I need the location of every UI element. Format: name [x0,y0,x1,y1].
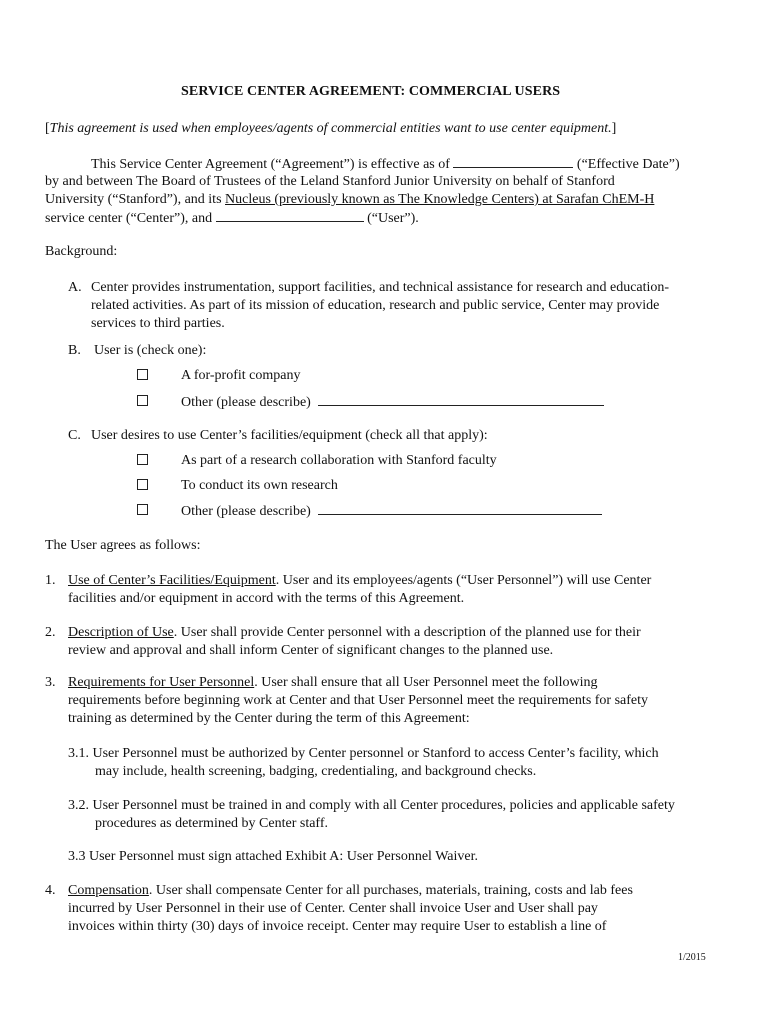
option-c-other: Other (please describe) [181,502,602,521]
b-other-description-blank[interactable] [318,393,604,406]
section-3-1-line-1: 3.1. User Personnel must be authorized by Center personnel or Stanford to access Center’s facility, which [68,746,659,761]
intro-line-2: by and between The Board of Trustees of the Leland Stanford Junior University on behalf of Stanford [45,174,615,189]
section-4-line-3: invoices within thirty (30) days of invoice receipt. Center may require User to establish a line of [68,919,607,934]
section-3-1-line-2: may include, health screening, badging, credentialing, and background checks. [95,764,537,779]
section-3-line-3: training as determined by the Center during the term of this Agreement: [68,711,470,726]
section-1-line-2: facilities and/or equipment in accord with the terms of this Agreement. [68,591,465,606]
section-2-line-2: review and approval and shall inform Center of significant changes to the planned use. [68,643,554,658]
user-name-blank[interactable] [216,209,364,222]
section-3-line-2: requirements before beginning work at Center and that User Personnel meet the requirements for safety [68,693,649,708]
background-a-marker: A. [68,280,82,295]
intro-line-1: This Service Center Agreement (“Agreement”) is effective as of (“Effective Date”) [91,157,680,172]
checkbox-c-other[interactable] [137,504,148,515]
section-3-2-line-1: 3.2. User Personnel must be trained in and comply with all Center procedures, policies and applicable safety [68,798,675,813]
section-4-line-1: Compensation. User shall compensate Center for all purchases, materials, training, costs and lab fees [68,883,633,898]
checkbox-research-collaboration[interactable] [137,454,148,465]
background-b-marker: B. [68,343,81,358]
section-3-3-line-1: 3.3 User Personnel must sign attached Exhibit A: User Personnel Waiver. [68,849,478,864]
section-4-line-2: incurred by User Personnel in their use of Center. Center shall invoice User and User shall pay [68,901,598,916]
section-3-line-1: Requirements for User Personnel. User shall ensure that all User Personnel meet the following [68,675,598,690]
footer-date: 1/2015 [678,952,706,963]
background-heading: Background: [45,244,118,259]
intro-line-3: University (“Stanford”), and its Nucleus (previously known as The Knowledge Centers) at Sarafan ChEM-H [45,192,655,207]
usage-note-close: ] [611,121,617,136]
section-3-title: Requirements for User Personnel [68,675,255,690]
section-2-number: 2. [45,625,56,640]
usage-note [45,120,616,138]
section-1-number: 1. [45,573,56,588]
option-own-research: To conduct its own research [181,478,338,493]
option-for-profit: A for-profit company [181,368,301,383]
nucleus-name: Nucleus (previously known as The Knowledge Centers) at Sarafan ChEM-H [225,192,655,207]
checkbox-own-research[interactable] [137,479,148,490]
usage-note-text: This agreement is used when employees/agents of commercial entities want to use center equipment. [49,121,612,136]
section-1-title: Use of Center’s Facilities/Equipment [68,573,276,588]
background-c-text: User desires to use Center’s facilities/equipment (check all that apply): [91,428,488,443]
document-title: SERVICE CENTER AGREEMENT: COMMERCIAL USERS [181,84,561,99]
background-b-text: User is (check one): [94,343,207,358]
option-b-other: Other (please describe) [181,393,604,412]
usage-note-open: [ [45,121,50,136]
effective-date-blank[interactable] [453,155,573,168]
checkbox-b-other[interactable] [137,395,148,406]
section-4-title: Compensation [68,883,149,898]
section-1-line-1: Use of Center’s Facilities/Equipment. User and its employees/agents (“User Personnel”) will use Center [68,573,652,588]
intro-line-4: service center (“Center”), and (“User”). [45,211,419,226]
option-research-collaboration: As part of a research collaboration with Stanford faculty [181,453,497,468]
background-a-line-1: Center provides instrumentation, support facilities, and technical assistance for research and education- [91,280,670,295]
section-2-line-1: Description of Use. User shall provide Center personnel with a description of the planned use for their [68,625,641,640]
background-a-line-3: services to third parties. [91,316,225,331]
c-other-description-blank[interactable] [318,502,602,515]
checkbox-for-profit[interactable] [137,369,148,380]
section-4-number: 4. [45,883,56,898]
agrees-heading: The User agrees as follows: [45,538,201,553]
background-a-line-2: related activities. As part of its mission of education, research and public service, Center may provide [91,298,660,313]
section-3-number: 3. [45,675,56,690]
section-3-2-line-2: procedures as determined by Center staff. [95,816,328,831]
background-c-marker: C. [68,428,81,443]
section-2-title: Description of Use [68,625,174,640]
